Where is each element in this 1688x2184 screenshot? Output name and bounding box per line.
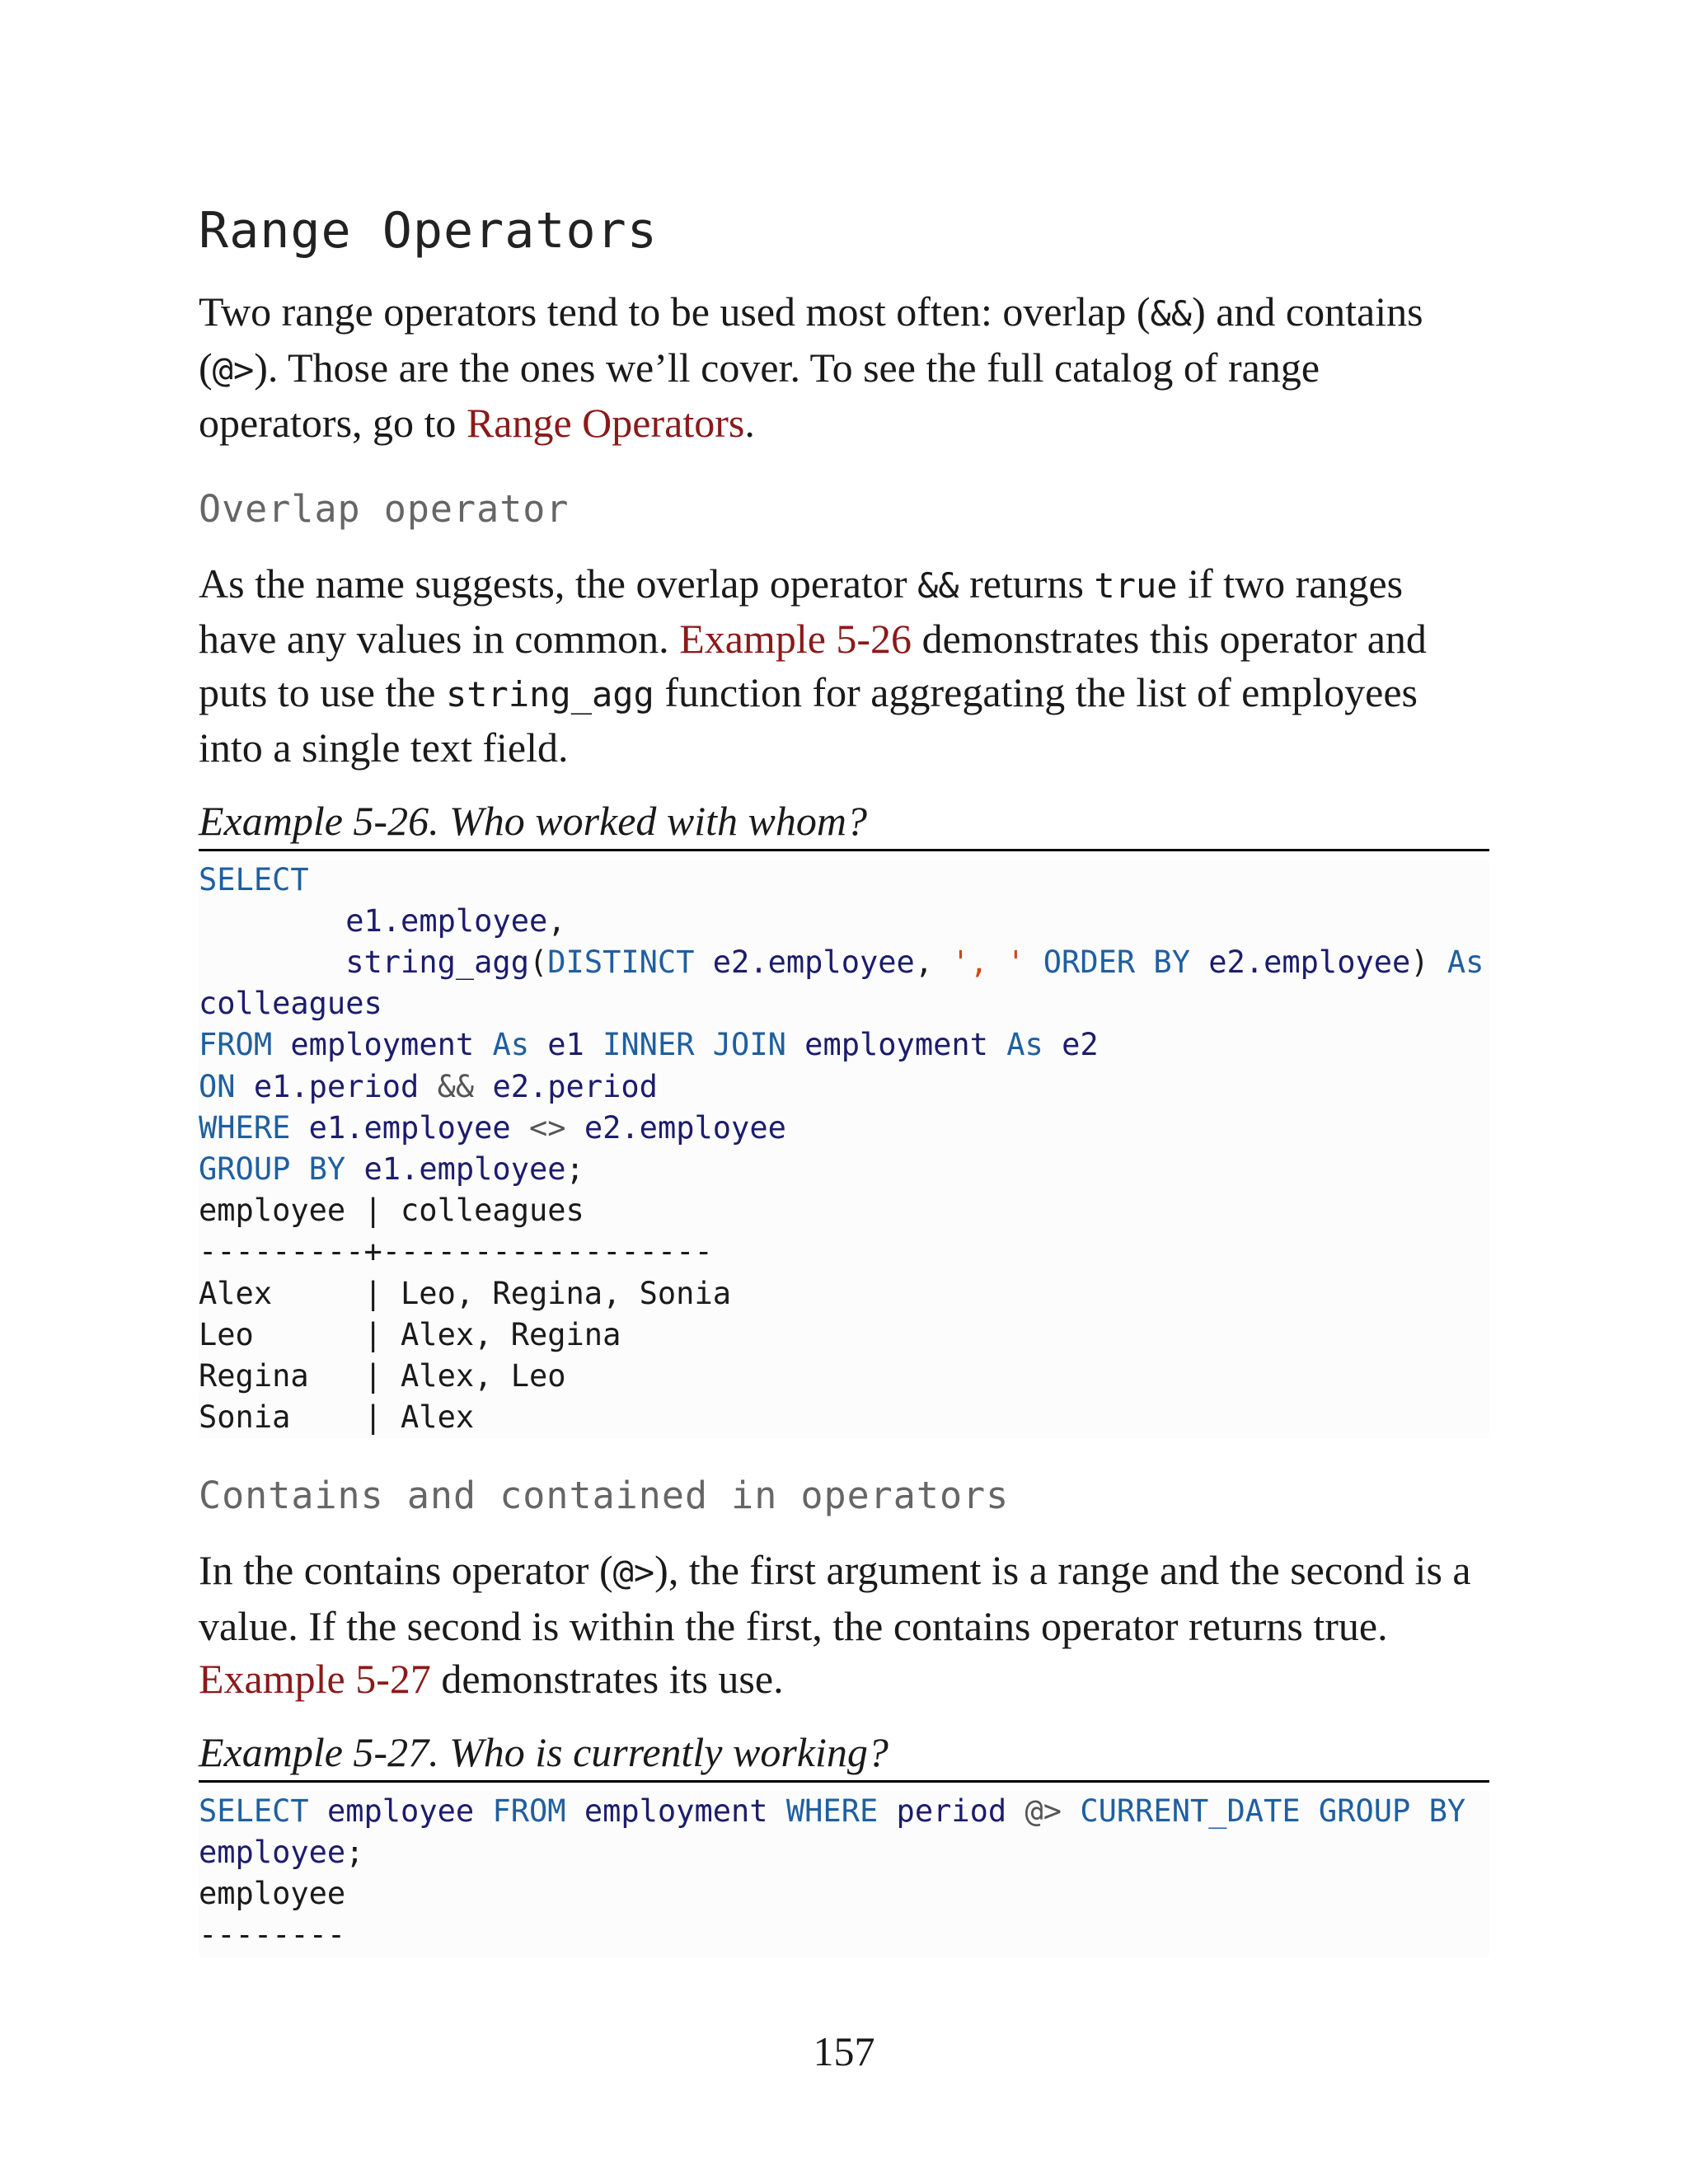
text: into a single text field. xyxy=(199,724,569,771)
inline-code: true xyxy=(1094,565,1178,606)
text: if two ranges xyxy=(1177,560,1404,607)
code-block-example-5-26: SELECT e1.employee, string_agg(DISTINCT e2.employee, ', ' ORDER BY e2.employee) As colleagues FROM employment As e1 INNER JOIN employment As e2 ON e1.period && e2.period WHERE e1.employee <> e2.employee GROUP BY e1.employee; employee | colleagues ---------+------------------ Alex | Leo, Regina, Sonia Leo | Alex, Regina Regina | Alex, Leo Sonia | Alex xyxy=(199,860,1489,1439)
code-block-example-5-27: SELECT employee FROM employment WHERE period @> CURRENT_DATE GROUP BY employee; employee -------- xyxy=(199,1791,1489,1957)
output-line: ---------+------------------ xyxy=(199,1234,713,1270)
range-operators-link[interactable]: Range Operators xyxy=(466,400,745,446)
text: . xyxy=(744,400,755,446)
overlap-paragraph xyxy=(199,557,1489,775)
text: ), the first argument is a range and the second is a xyxy=(654,1547,1471,1594)
intro-paragraph: Two range operators tend to be used most often: overlap (&&) and contains (@>). Those are the ones we’ll cover. To see the full catalog of range operators, go to Range Operators. xyxy=(199,288,1423,446)
text: have any values in common. xyxy=(199,616,680,662)
section-title: Range Operators xyxy=(199,202,658,260)
text: value. If the second is within the first, the contains operator returns true. xyxy=(199,1602,1388,1649)
contains-paragraph xyxy=(199,1544,1489,1706)
output-line: Regina | Alex, Leo xyxy=(199,1357,566,1394)
output-line: employee | colleagues xyxy=(199,1193,584,1229)
text: function for aggregating the list of employees xyxy=(654,668,1418,715)
text: ) and contains xyxy=(1192,288,1423,335)
output-line: Leo | Alex, Regina xyxy=(199,1316,621,1352)
inline-code: string_agg xyxy=(445,673,654,715)
contains-heading: Contains and contained in operators xyxy=(199,1474,1010,1518)
text: puts to use the xyxy=(199,668,446,715)
page-number: 157 xyxy=(813,2028,875,2074)
example-5-27-caption: Example 5-27. Who is currently working? xyxy=(199,1727,1489,1783)
text: ). Those are the ones we’ll cover. To see the full catalog of range xyxy=(254,344,1320,391)
text: Two range operators tend to be used most often: overlap ( xyxy=(199,288,1151,335)
inline-code: @> xyxy=(612,1552,655,1593)
overlap-heading: Overlap operator xyxy=(199,486,570,531)
text: demonstrates its use. xyxy=(430,1656,784,1703)
inline-code: && xyxy=(1150,293,1193,334)
text: As the name suggests, the overlap operator xyxy=(199,560,917,607)
example-5-26-link[interactable]: Example 5-26 xyxy=(679,616,912,662)
text: In the contains operator ( xyxy=(199,1547,613,1594)
text: operators, go to xyxy=(199,400,467,446)
output-line: employee xyxy=(199,1876,346,1912)
text: returns xyxy=(959,560,1095,607)
text: demonstrates this operator and xyxy=(912,616,1427,662)
page-content xyxy=(199,198,1489,1957)
output-line: Sonia | Alex xyxy=(199,1399,475,1436)
output-line: -------- xyxy=(199,1917,346,1953)
example-5-27-link[interactable]: Example 5-27 xyxy=(199,1656,431,1703)
example-5-26-caption: Example 5-26. Who worked with whom? xyxy=(199,796,1489,851)
output-line: Alex | Leo, Regina, Sonia xyxy=(199,1275,732,1311)
inline-code: @> xyxy=(212,349,255,390)
inline-code: && xyxy=(917,565,959,606)
